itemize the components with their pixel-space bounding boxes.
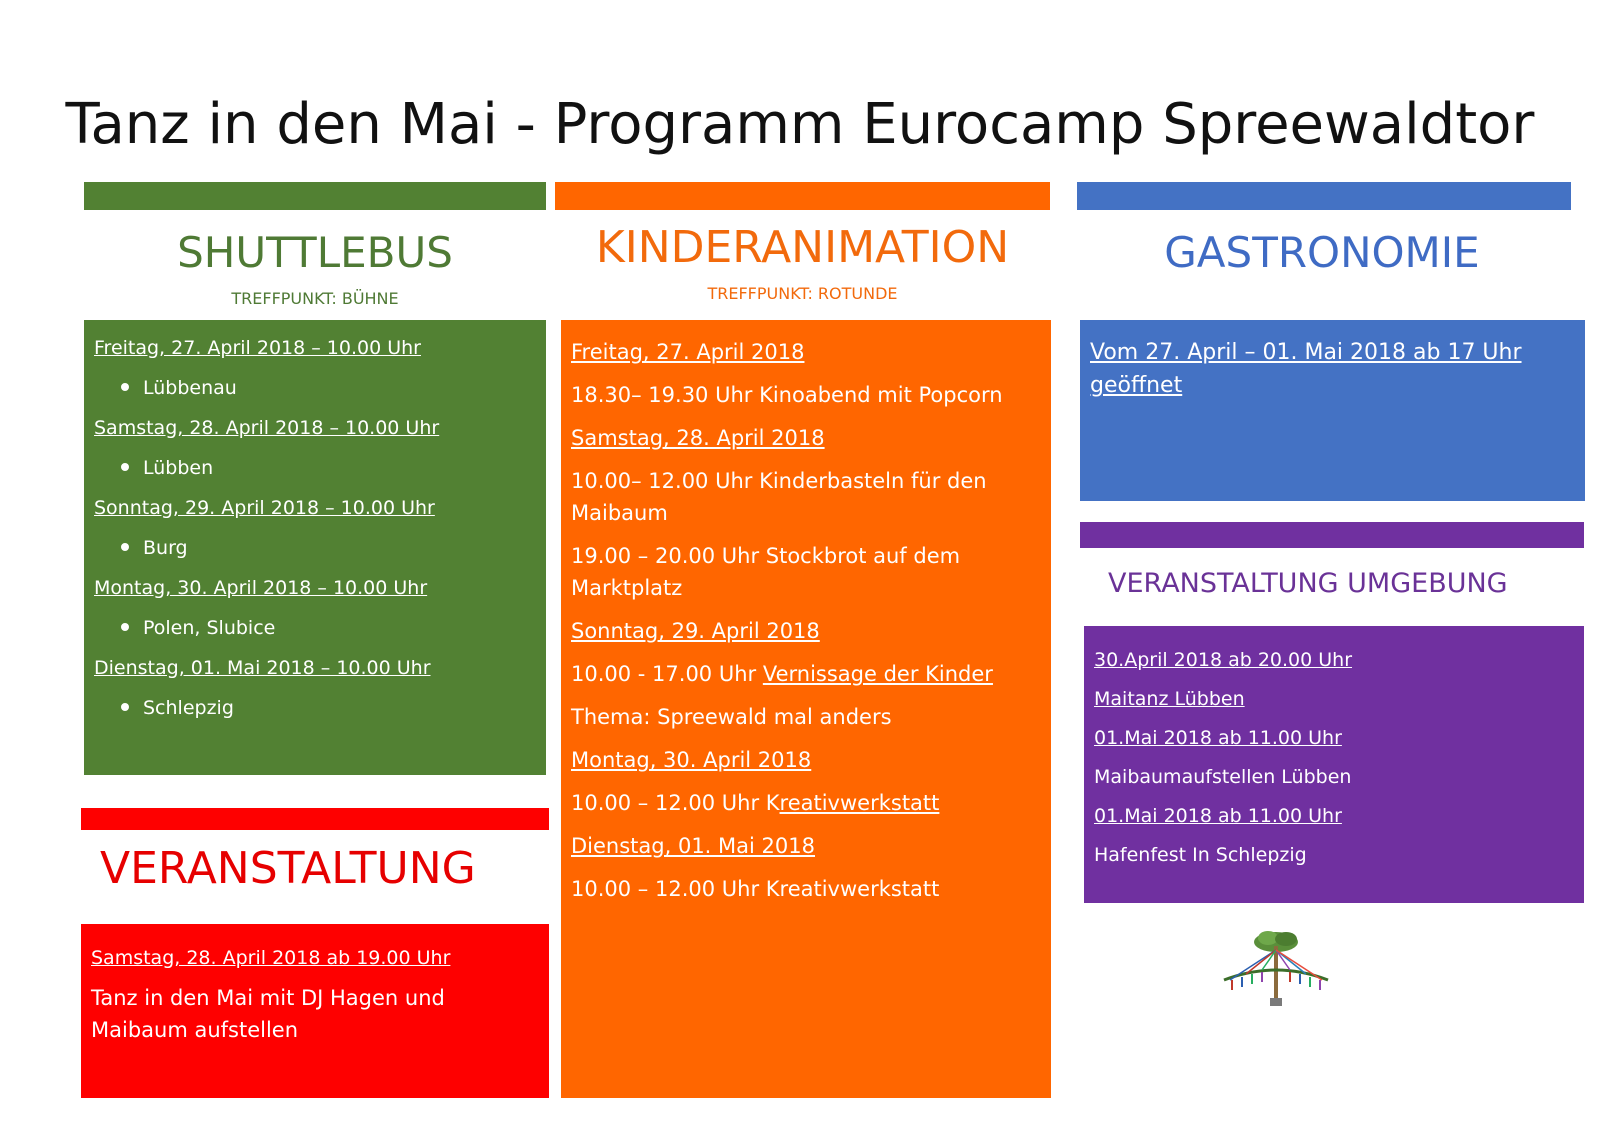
bullet-icon	[121, 383, 129, 391]
maypole-icon	[1216, 928, 1336, 1010]
shuttle-date: Montag, 30. April 2018 – 10.00 Uhr	[94, 577, 428, 599]
umgebung-event: Maitanz Lübben	[1094, 688, 1245, 710]
shuttle-heading: SHUTTLEBUS	[177, 228, 453, 277]
kinder-day: Freitag, 27. April 2018	[571, 340, 805, 364]
gastro-color-bar	[1077, 182, 1571, 210]
kinder-day: Samstag, 28. April 2018	[571, 426, 825, 450]
kinder-heading: KINDERANIMATION	[595, 222, 1010, 273]
kinder-day: Montag, 30. April 2018	[571, 748, 812, 772]
kinder-schedule-box	[561, 320, 1051, 1098]
umgebung-event: Maibaumaufstellen Lübben	[1094, 766, 1352, 788]
page-title: Tanz in den Mai - Programm Eurocamp Spreewaldtor	[65, 92, 1535, 157]
umgebung-heading: VERANSTALTUNG UMGEBUNG	[1108, 568, 1508, 599]
umgebung-event: Hafenfest In Schlepzig	[1094, 844, 1307, 866]
kinder-day: Dienstag, 01. Mai 2018	[571, 834, 815, 858]
kinder-activity: Thema: Spreewald mal anders	[571, 705, 892, 729]
veranstaltung-date: Samstag, 28. April 2018 ab 19.00 Uhr	[91, 947, 451, 969]
veranstaltung-box	[81, 924, 549, 1098]
kinder-activity: 10.00 - 17.00 Uhr Vernissage der Kinder	[571, 662, 993, 686]
shuttle-destination: Lübben	[94, 454, 536, 494]
umgebung-box	[1084, 626, 1584, 903]
shuttle-destination: Burg	[94, 534, 536, 574]
gastro-hours: Vom 27. April – 01. Mai 2018 ab 17 Uhr geöffnet	[1090, 340, 1522, 398]
kinder-activity: 19.00 – 20.00 Uhr Stockbrot auf dem Marktplatz	[571, 544, 961, 600]
bullet-icon	[121, 623, 129, 631]
gastro-box	[1080, 320, 1585, 501]
kinder-activity: 10.00 – 12.00 Uhr Kreativwerkstatt	[571, 791, 940, 815]
bullet-icon	[121, 543, 129, 551]
kinder-color-bar	[555, 182, 1050, 210]
bullet-icon	[121, 463, 129, 471]
bullet-icon	[121, 703, 129, 711]
kinder-day: Sonntag, 29. April 2018	[571, 619, 820, 643]
umgebung-date: 01.Mai 2018 ab 11.00 Uhr	[1094, 727, 1342, 749]
shuttle-meeting-point: TREFFPUNKT: BÜHNE	[231, 289, 399, 308]
shuttle-destination: Lübbenau	[94, 374, 536, 414]
shuttle-color-bar	[84, 182, 546, 210]
kinder-activity: 10.00 – 12.00 Uhr Kreativwerkstatt	[571, 877, 940, 901]
umgebung-color-bar	[1080, 522, 1584, 548]
umgebung-date: 30.April 2018 ab 20.00 Uhr	[1094, 649, 1353, 671]
veranstaltung-color-bar	[81, 808, 549, 830]
shuttle-schedule-box	[84, 320, 546, 775]
kinder-meeting-point: TREFFPUNKT: ROTUNDE	[707, 284, 898, 303]
umgebung-date: 01.Mai 2018 ab 11.00 Uhr	[1094, 805, 1342, 827]
shuttle-destination: Polen, Slubice	[94, 614, 536, 654]
kinder-activity: 18.30– 19.30 Uhr Kinoabend mit Popcorn	[571, 383, 1003, 407]
shuttle-date: Dienstag, 01. Mai 2018 – 10.00 Uhr	[94, 657, 431, 679]
shuttle-date: Sonntag, 29. April 2018 – 10.00 Uhr	[94, 497, 435, 519]
shuttle-date: Samstag, 28. April 2018 – 10.00 Uhr	[94, 417, 440, 439]
shuttle-destination: Schlepzig	[94, 694, 536, 734]
veranstaltung-heading: VERANSTALTUNG	[100, 843, 476, 894]
kinder-activity: 10.00– 12.00 Uhr Kinderbasteln für den Maibaum	[571, 469, 987, 525]
veranstaltung-description: Tanz in den Mai mit DJ Hagen und Maibaum aufstellen	[91, 986, 445, 1042]
shuttle-date: Freitag, 27. April 2018 – 10.00 Uhr	[94, 337, 421, 359]
gastro-heading: GASTRONOMIE	[1164, 228, 1480, 277]
